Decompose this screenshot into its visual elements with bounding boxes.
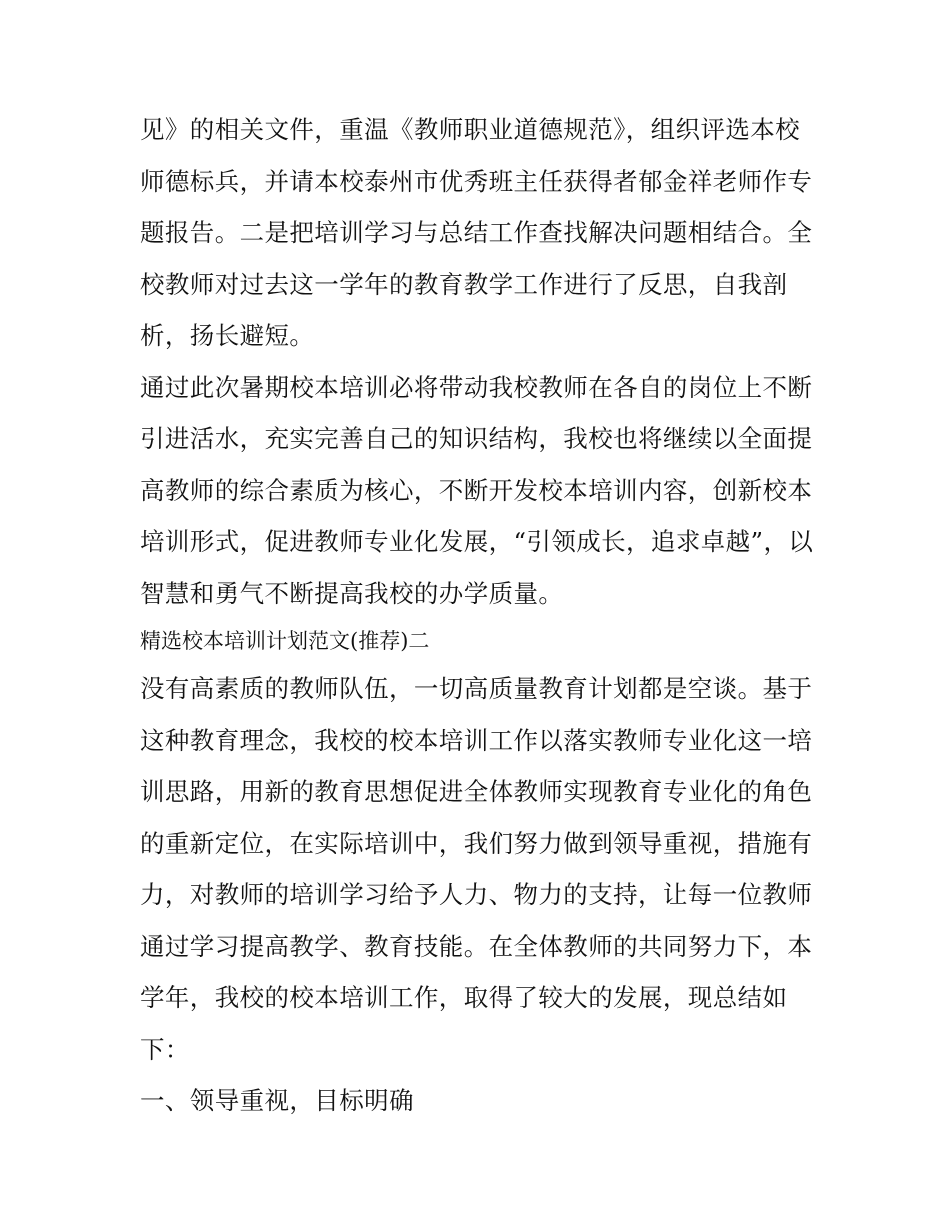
text-line: 通过学习提高教学、教育技能。在全体教师的共同努力下，本 <box>140 931 813 961</box>
paragraph-2 <box>140 362 830 620</box>
text-line: 力，对教师的培训学习给予人力、物力的支持，让每一位教师 <box>140 880 813 909</box>
text-line: 学年，我校的校本培训工作，取得了较大的发展，现总结如 <box>140 983 788 1012</box>
text-line: 题报告。二是把培训学习与总结工作查找解决问题相结合。全 <box>140 218 813 247</box>
text-line: 智慧和勇气不断提高我校的办学质量。 <box>140 578 564 608</box>
text-line: 引进活水，充实完善自己的知识结构，我校也将继续以全面提 <box>140 424 813 453</box>
text-line: 训思路，用新的教育思想促进全体教师实现教育专业化的角色 <box>140 777 813 806</box>
paragraph-3 <box>140 663 830 1075</box>
text-line: 通过此次暑期校本培训必将带动我校教师在各自的岗位上不断 <box>140 372 813 402</box>
text-line: 高教师的综合素质为核心，不断开发校本培训内容，创新校本 <box>140 475 813 505</box>
subheading: 一、领导重视，目标明确 <box>140 1086 414 1115</box>
paragraph-1 <box>140 104 830 362</box>
text-line: 析，扬长避短。 <box>140 321 315 350</box>
text-line: 这种教育理念，我校的校本培训工作以落实教师专业化这一培 <box>140 725 813 755</box>
text-line: 没有高素质的教师队伍，一切高质量教育计划都是空谈。基于 <box>140 674 813 703</box>
document-body <box>140 104 830 1127</box>
text-line: 校教师对过去这一学年的教育教学工作进行了反思，自我剖 <box>140 269 788 299</box>
text-line: 的重新定位，在实际培训中，我们努力做到领导重视，措施有 <box>140 828 813 858</box>
section-title: 精选校本培训计划范文(推荐)二 <box>140 629 430 653</box>
text-line: 见》的相关文件，重温《教师职业道德规范》，组织评选本校 <box>140 115 801 144</box>
text-line: 培训形式，促进教师专业化发展，“引领成长，追求卓越”，以 <box>140 527 814 556</box>
text-line: 师德标兵，并请本校泰州市优秀班主任获得者郁金祥老师作专 <box>140 166 813 196</box>
text-line: 下： <box>140 1034 190 1064</box>
